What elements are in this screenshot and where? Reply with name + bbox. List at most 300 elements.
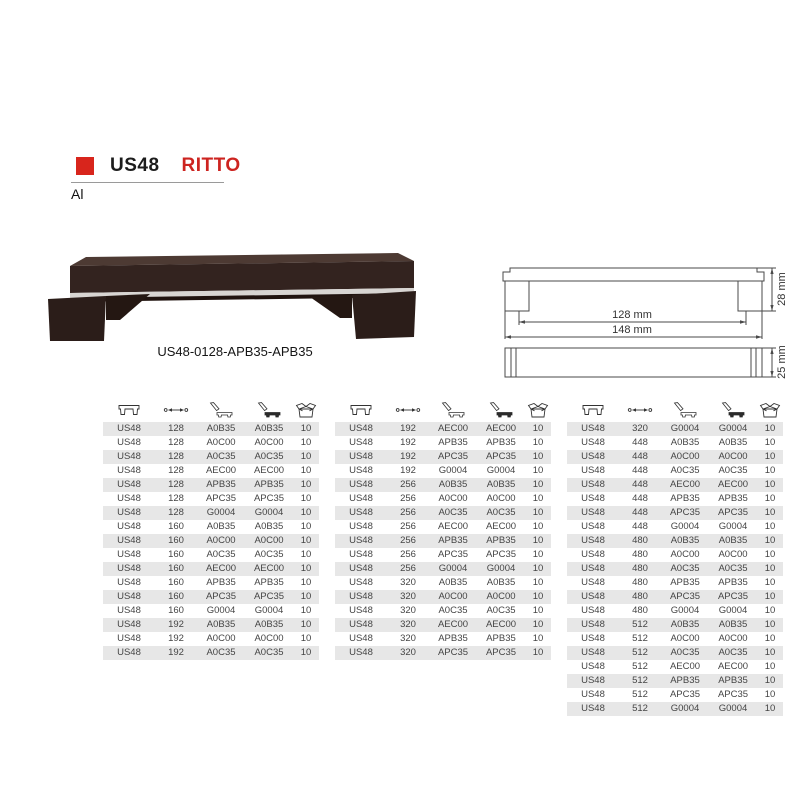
cell-center-distance: 512: [632, 689, 648, 700]
height-dim: 28 mm: [776, 272, 788, 306]
table-row: [103, 520, 319, 534]
cell-finish-top: A0B35: [718, 437, 748, 448]
finish-front-icon: [661, 402, 709, 418]
product-code-caption: US48-0128-APB35-APB35: [157, 344, 313, 359]
cell-model: US48: [117, 633, 141, 644]
finish-top-icon: [245, 402, 293, 418]
cell-center-distance: 512: [632, 703, 648, 714]
brand-name: RITTO: [181, 155, 241, 176]
cell-finish-front: APB35: [670, 675, 700, 686]
cell-finish-top: AEC00: [485, 521, 517, 532]
cell-finish-top: A0C35: [486, 507, 516, 518]
cell-center-distance: 256: [400, 549, 416, 560]
cell-center-distance: 480: [632, 591, 648, 602]
cell-center-distance: 480: [632, 563, 648, 574]
table-row: [567, 450, 783, 464]
table-row: [335, 618, 551, 632]
cell-finish-top: A0B35: [486, 479, 516, 490]
table-row: [103, 604, 319, 618]
cell-model: US48: [581, 689, 605, 700]
cell-model: US48: [581, 535, 605, 546]
table-row: [567, 534, 783, 548]
cell-center-distance: 448: [632, 437, 648, 448]
cell-qty: 10: [300, 465, 312, 476]
page-header: [76, 155, 241, 177]
overall-length-dim: 148 mm: [612, 324, 652, 336]
cell-finish-front: G0004: [670, 521, 700, 532]
cell-finish-top: G0004: [254, 507, 284, 518]
cell-finish-front: APB35: [438, 633, 468, 644]
cell-finish-top: APB35: [486, 633, 516, 644]
cell-center-distance: 512: [632, 633, 648, 644]
cell-center-distance: 192: [168, 647, 184, 658]
cell-center-distance: 192: [400, 423, 416, 434]
table-row: [567, 674, 783, 688]
cell-finish-top: APC35: [717, 591, 749, 602]
cell-model: US48: [117, 521, 141, 532]
cell-finish-top: AEC00: [485, 619, 517, 630]
cell-model: US48: [117, 423, 141, 434]
table-row: [567, 562, 783, 576]
cell-qty: 10: [300, 591, 312, 602]
cell-center-distance: 480: [632, 535, 648, 546]
packaging-box-icon: [525, 401, 551, 419]
cell-model: US48: [117, 619, 141, 630]
cell-finish-front: G0004: [670, 703, 700, 714]
table-header-row: [567, 398, 783, 422]
cell-finish-front: A0B35: [206, 423, 236, 434]
cell-qty: 10: [532, 521, 544, 532]
cell-finish-front: A0C35: [670, 465, 700, 476]
cell-center-distance: 256: [400, 521, 416, 532]
table-row: [103, 548, 319, 562]
cell-qty: 10: [300, 521, 312, 532]
center-distance-icon: [155, 405, 197, 415]
table-row: [335, 520, 551, 534]
cell-qty: 10: [300, 619, 312, 630]
cell-finish-top: A0C00: [486, 591, 516, 602]
cell-model: US48: [117, 605, 141, 616]
table-row: [567, 604, 783, 618]
table-row: [335, 492, 551, 506]
table-row: [567, 576, 783, 590]
table-row: [335, 590, 551, 604]
table-row: [103, 576, 319, 590]
handle-icon: [567, 403, 619, 417]
cell-model: US48: [349, 465, 373, 476]
cell-center-distance: 192: [168, 619, 184, 630]
cell-center-distance: 128: [168, 479, 184, 490]
cell-finish-front: APB35: [670, 577, 700, 588]
cell-qty: 10: [764, 465, 776, 476]
cell-finish-top: G0004: [254, 605, 284, 616]
cell-finish-front: A0C35: [206, 549, 236, 560]
cell-finish-top: A0C00: [718, 451, 748, 462]
cell-finish-front: AEC00: [205, 563, 237, 574]
cell-model: US48: [581, 577, 605, 588]
cell-finish-front: G0004: [206, 605, 236, 616]
cell-model: US48: [349, 507, 373, 518]
cell-model: US48: [581, 563, 605, 574]
cell-model: US48: [349, 619, 373, 630]
table-row: [335, 450, 551, 464]
cell-finish-top: APB35: [486, 535, 516, 546]
cell-finish-top: APB35: [486, 437, 516, 448]
table-row: [567, 464, 783, 478]
cell-qty: 10: [532, 619, 544, 630]
cell-qty: 10: [300, 493, 312, 504]
cell-finish-top: G0004: [718, 423, 748, 434]
cell-qty: 10: [532, 451, 544, 462]
cell-finish-front: AEC00: [437, 619, 469, 630]
handle-left-leg: [48, 296, 106, 341]
cell-qty: 10: [764, 591, 776, 602]
cell-qty: 10: [300, 507, 312, 518]
cell-model: US48: [349, 521, 373, 532]
cell-qty: 10: [532, 507, 544, 518]
cell-center-distance: 128: [168, 451, 184, 462]
cell-finish-top: AEC00: [253, 563, 285, 574]
right-leg-inner-shade: [310, 295, 352, 318]
cell-finish-top: A0C35: [718, 647, 748, 658]
cell-finish-front: AEC00: [437, 423, 469, 434]
cell-finish-front: APB35: [206, 479, 236, 490]
cell-finish-top: A0B35: [254, 423, 284, 434]
cell-center-distance: 320: [400, 591, 416, 602]
table-row: [103, 506, 319, 520]
cell-qty: 10: [764, 423, 776, 434]
cell-qty: 10: [300, 563, 312, 574]
cell-model: US48: [117, 563, 141, 574]
depth-dim: 25 mm: [776, 345, 788, 379]
cell-finish-front: APC35: [669, 507, 701, 518]
cell-finish-top: APB35: [718, 493, 748, 504]
handle-right-leg: [352, 291, 416, 339]
table-row: [103, 436, 319, 450]
cell-center-distance: 256: [400, 479, 416, 490]
table-row: [103, 590, 319, 604]
spec-table-3: [567, 398, 783, 716]
cell-center-distance: 448: [632, 451, 648, 462]
cell-model: US48: [581, 549, 605, 560]
cell-finish-front: A0C00: [438, 493, 468, 504]
cell-model: US48: [349, 633, 373, 644]
cell-center-distance: 480: [632, 549, 648, 560]
cell-finish-top: A0C00: [718, 633, 748, 644]
brand-color-swatch: [76, 157, 94, 175]
cell-model: US48: [581, 451, 605, 462]
table-row: [335, 436, 551, 450]
cell-finish-front: A0C35: [438, 507, 468, 518]
cell-finish-front: G0004: [206, 507, 236, 518]
cell-finish-top: APC35: [717, 507, 749, 518]
cell-model: US48: [117, 437, 141, 448]
cell-finish-top: AEC00: [717, 479, 749, 490]
cell-center-distance: 160: [168, 521, 184, 532]
cell-qty: 10: [532, 437, 544, 448]
cell-finish-top: A0B35: [718, 535, 748, 546]
cell-finish-top: A0C35: [718, 465, 748, 476]
table-row: [103, 562, 319, 576]
table-row: [567, 618, 783, 632]
cell-qty: 10: [764, 507, 776, 518]
table-header-row: [103, 398, 319, 422]
table-row: [567, 646, 783, 660]
cell-qty: 10: [764, 479, 776, 490]
cell-model: US48: [349, 451, 373, 462]
cell-model: US48: [349, 535, 373, 546]
cell-center-distance: 512: [632, 647, 648, 658]
cell-center-distance: 320: [632, 423, 648, 434]
cell-qty: 10: [764, 647, 776, 658]
packaging-box-icon: [293, 401, 319, 419]
cell-finish-top: AEC00: [717, 661, 749, 672]
cell-finish-front: APB35: [438, 437, 468, 448]
cell-finish-front: APC35: [669, 689, 701, 700]
cell-finish-top: APC35: [485, 549, 517, 560]
cell-qty: 10: [532, 633, 544, 644]
cell-model: US48: [117, 451, 141, 462]
cell-center-distance: 160: [168, 591, 184, 602]
table-row: [103, 646, 319, 660]
cell-finish-front: G0004: [438, 465, 468, 476]
cell-model: US48: [117, 535, 141, 546]
cell-center-distance: 448: [632, 507, 648, 518]
table-row: [567, 548, 783, 562]
cell-finish-front: A0C35: [438, 605, 468, 616]
cell-finish-front: AEC00: [669, 479, 701, 490]
cell-finish-front: A0B35: [670, 535, 700, 546]
table-row: [103, 478, 319, 492]
table-row: [567, 520, 783, 534]
cell-model: US48: [117, 577, 141, 588]
cell-qty: 10: [532, 493, 544, 504]
drawing-bottom-view: [505, 348, 762, 377]
cell-center-distance: 320: [400, 633, 416, 644]
cell-finish-front: G0004: [670, 423, 700, 434]
cell-center-distance: 256: [400, 535, 416, 546]
cell-model: US48: [581, 493, 605, 504]
cell-model: US48: [581, 437, 605, 448]
cell-finish-top: G0004: [486, 465, 516, 476]
cell-finish-top: APB35: [254, 479, 284, 490]
cell-center-distance: 128: [168, 437, 184, 448]
cell-center-distance: 192: [168, 633, 184, 644]
table-row: [567, 506, 783, 520]
cell-qty: 10: [532, 591, 544, 602]
cell-model: US48: [349, 563, 373, 574]
table-row: [567, 702, 783, 716]
cell-model: US48: [581, 521, 605, 532]
cell-center-distance: 320: [400, 577, 416, 588]
cell-model: US48: [349, 591, 373, 602]
cell-qty: 10: [764, 493, 776, 504]
cell-finish-front: A0C35: [670, 563, 700, 574]
cell-qty: 10: [300, 451, 312, 462]
cell-center-distance: 320: [400, 619, 416, 630]
cell-qty: 10: [764, 619, 776, 630]
cell-model: US48: [581, 465, 605, 476]
finish-front-icon: [197, 402, 245, 418]
cell-finish-front: A0C00: [670, 633, 700, 644]
cell-center-distance: 512: [632, 675, 648, 686]
cell-qty: 10: [532, 549, 544, 560]
cell-qty: 10: [764, 577, 776, 588]
cell-finish-front: A0B35: [438, 577, 468, 588]
cell-center-distance: 448: [632, 521, 648, 532]
cell-model: US48: [117, 465, 141, 476]
header-divider: [71, 182, 224, 183]
table-row: [335, 548, 551, 562]
cell-qty: 10: [764, 661, 776, 672]
cell-finish-front: A0C35: [206, 647, 236, 658]
cell-finish-top: G0004: [486, 563, 516, 574]
cell-center-distance: 256: [400, 563, 416, 574]
cell-finish-front: A0C35: [206, 451, 236, 462]
cell-finish-top: A0C35: [254, 451, 284, 462]
cell-model: US48: [349, 437, 373, 448]
cell-finish-front: APC35: [437, 451, 469, 462]
cell-model: US48: [349, 423, 373, 434]
cell-center-distance: 128: [168, 493, 184, 504]
cell-model: US48: [581, 633, 605, 644]
cell-finish-front: APB35: [206, 577, 236, 588]
table-row: [335, 632, 551, 646]
cell-qty: 10: [764, 437, 776, 448]
cell-center-distance: 160: [168, 577, 184, 588]
cell-finish-front: AEC00: [669, 661, 701, 672]
cell-center-distance: 256: [400, 493, 416, 504]
table-row: [103, 492, 319, 506]
spec-table-2: [335, 398, 551, 660]
cell-finish-front: APB35: [670, 493, 700, 504]
cell-qty: 10: [764, 451, 776, 462]
cell-model: US48: [349, 493, 373, 504]
cell-finish-front: A0C00: [438, 591, 468, 602]
table-row: [335, 576, 551, 590]
cell-finish-top: APC35: [717, 689, 749, 700]
cell-qty: 10: [764, 633, 776, 644]
table-row: [567, 632, 783, 646]
table-row: [335, 478, 551, 492]
cell-qty: 10: [300, 437, 312, 448]
cell-center-distance: 448: [632, 479, 648, 490]
cell-qty: 10: [300, 549, 312, 560]
cell-model: US48: [117, 549, 141, 560]
cell-qty: 10: [532, 577, 544, 588]
table-row: [567, 478, 783, 492]
cell-model: US48: [581, 647, 605, 658]
cell-model: US48: [349, 605, 373, 616]
table-row: [103, 618, 319, 632]
cell-center-distance: 160: [168, 605, 184, 616]
cell-finish-front: A0B35: [438, 479, 468, 490]
finish-top-icon: [709, 402, 757, 418]
cell-model: US48: [349, 577, 373, 588]
cell-finish-top: APC35: [485, 647, 517, 658]
cell-model: US48: [581, 507, 605, 518]
cell-model: US48: [581, 591, 605, 602]
cell-finish-top: A0C00: [486, 493, 516, 504]
cell-center-distance: 256: [400, 507, 416, 518]
handle-icon: [335, 403, 387, 417]
table-row: [335, 534, 551, 548]
cell-finish-top: A0C00: [254, 437, 284, 448]
cell-finish-front: AEC00: [437, 521, 469, 532]
cell-finish-top: APB35: [718, 675, 748, 686]
cell-qty: 10: [300, 479, 312, 490]
center-distance-icon: [387, 405, 429, 415]
cell-model: US48: [117, 493, 141, 504]
cell-finish-top: APB35: [254, 577, 284, 588]
cell-model: US48: [581, 619, 605, 630]
cell-center-distance: 480: [632, 605, 648, 616]
series-code: US48: [110, 155, 160, 176]
cell-qty: 10: [300, 423, 312, 434]
cell-qty: 10: [532, 563, 544, 574]
cell-center-distance: 512: [632, 661, 648, 672]
left-leg-inner-shade: [106, 294, 150, 320]
cell-qty: 10: [764, 675, 776, 686]
cell-finish-top: A0C35: [254, 647, 284, 658]
cell-qty: 10: [300, 605, 312, 616]
cell-finish-top: A0B35: [486, 577, 516, 588]
cell-finish-top: APC35: [253, 591, 285, 602]
cell-center-distance: 192: [400, 451, 416, 462]
cell-finish-front: A0C00: [670, 451, 700, 462]
product-photo: [45, 250, 425, 350]
cell-finish-top: G0004: [718, 605, 748, 616]
table-row: [103, 632, 319, 646]
cell-qty: 10: [764, 605, 776, 616]
center-distance-dim: 128 mm: [612, 309, 652, 321]
cell-qty: 10: [300, 577, 312, 588]
finish-front-icon: [429, 402, 477, 418]
drawing-left-leg: [505, 281, 529, 311]
cell-model: US48: [349, 647, 373, 658]
table-row: [567, 436, 783, 450]
material-label: Al: [71, 186, 84, 202]
cell-qty: 10: [300, 633, 312, 644]
cell-finish-front: A0B35: [206, 619, 236, 630]
cell-finish-front: APC35: [205, 591, 237, 602]
cell-qty: 10: [300, 535, 312, 546]
cell-qty: 10: [764, 703, 776, 714]
cell-qty: 10: [532, 647, 544, 658]
cell-model: US48: [581, 675, 605, 686]
cell-finish-front: A0C00: [206, 437, 236, 448]
cell-center-distance: 192: [400, 437, 416, 448]
table-row: [103, 464, 319, 478]
table-row: [103, 534, 319, 548]
cell-finish-front: APC35: [205, 493, 237, 504]
cell-finish-front: G0004: [670, 605, 700, 616]
cell-finish-top: A0C00: [718, 549, 748, 560]
cell-finish-front: AEC00: [205, 465, 237, 476]
dimension-drawing: [495, 258, 795, 388]
drawing-right-leg: [738, 281, 762, 311]
cell-finish-front: A0C35: [670, 647, 700, 658]
cell-model: US48: [117, 479, 141, 490]
cell-center-distance: 160: [168, 549, 184, 560]
packaging-box-icon: [757, 401, 783, 419]
table-row: [567, 688, 783, 702]
table-row: [335, 422, 551, 436]
table-row: [567, 492, 783, 506]
table-row: [567, 590, 783, 604]
cell-finish-top: A0C35: [718, 563, 748, 574]
cell-qty: 10: [764, 535, 776, 546]
